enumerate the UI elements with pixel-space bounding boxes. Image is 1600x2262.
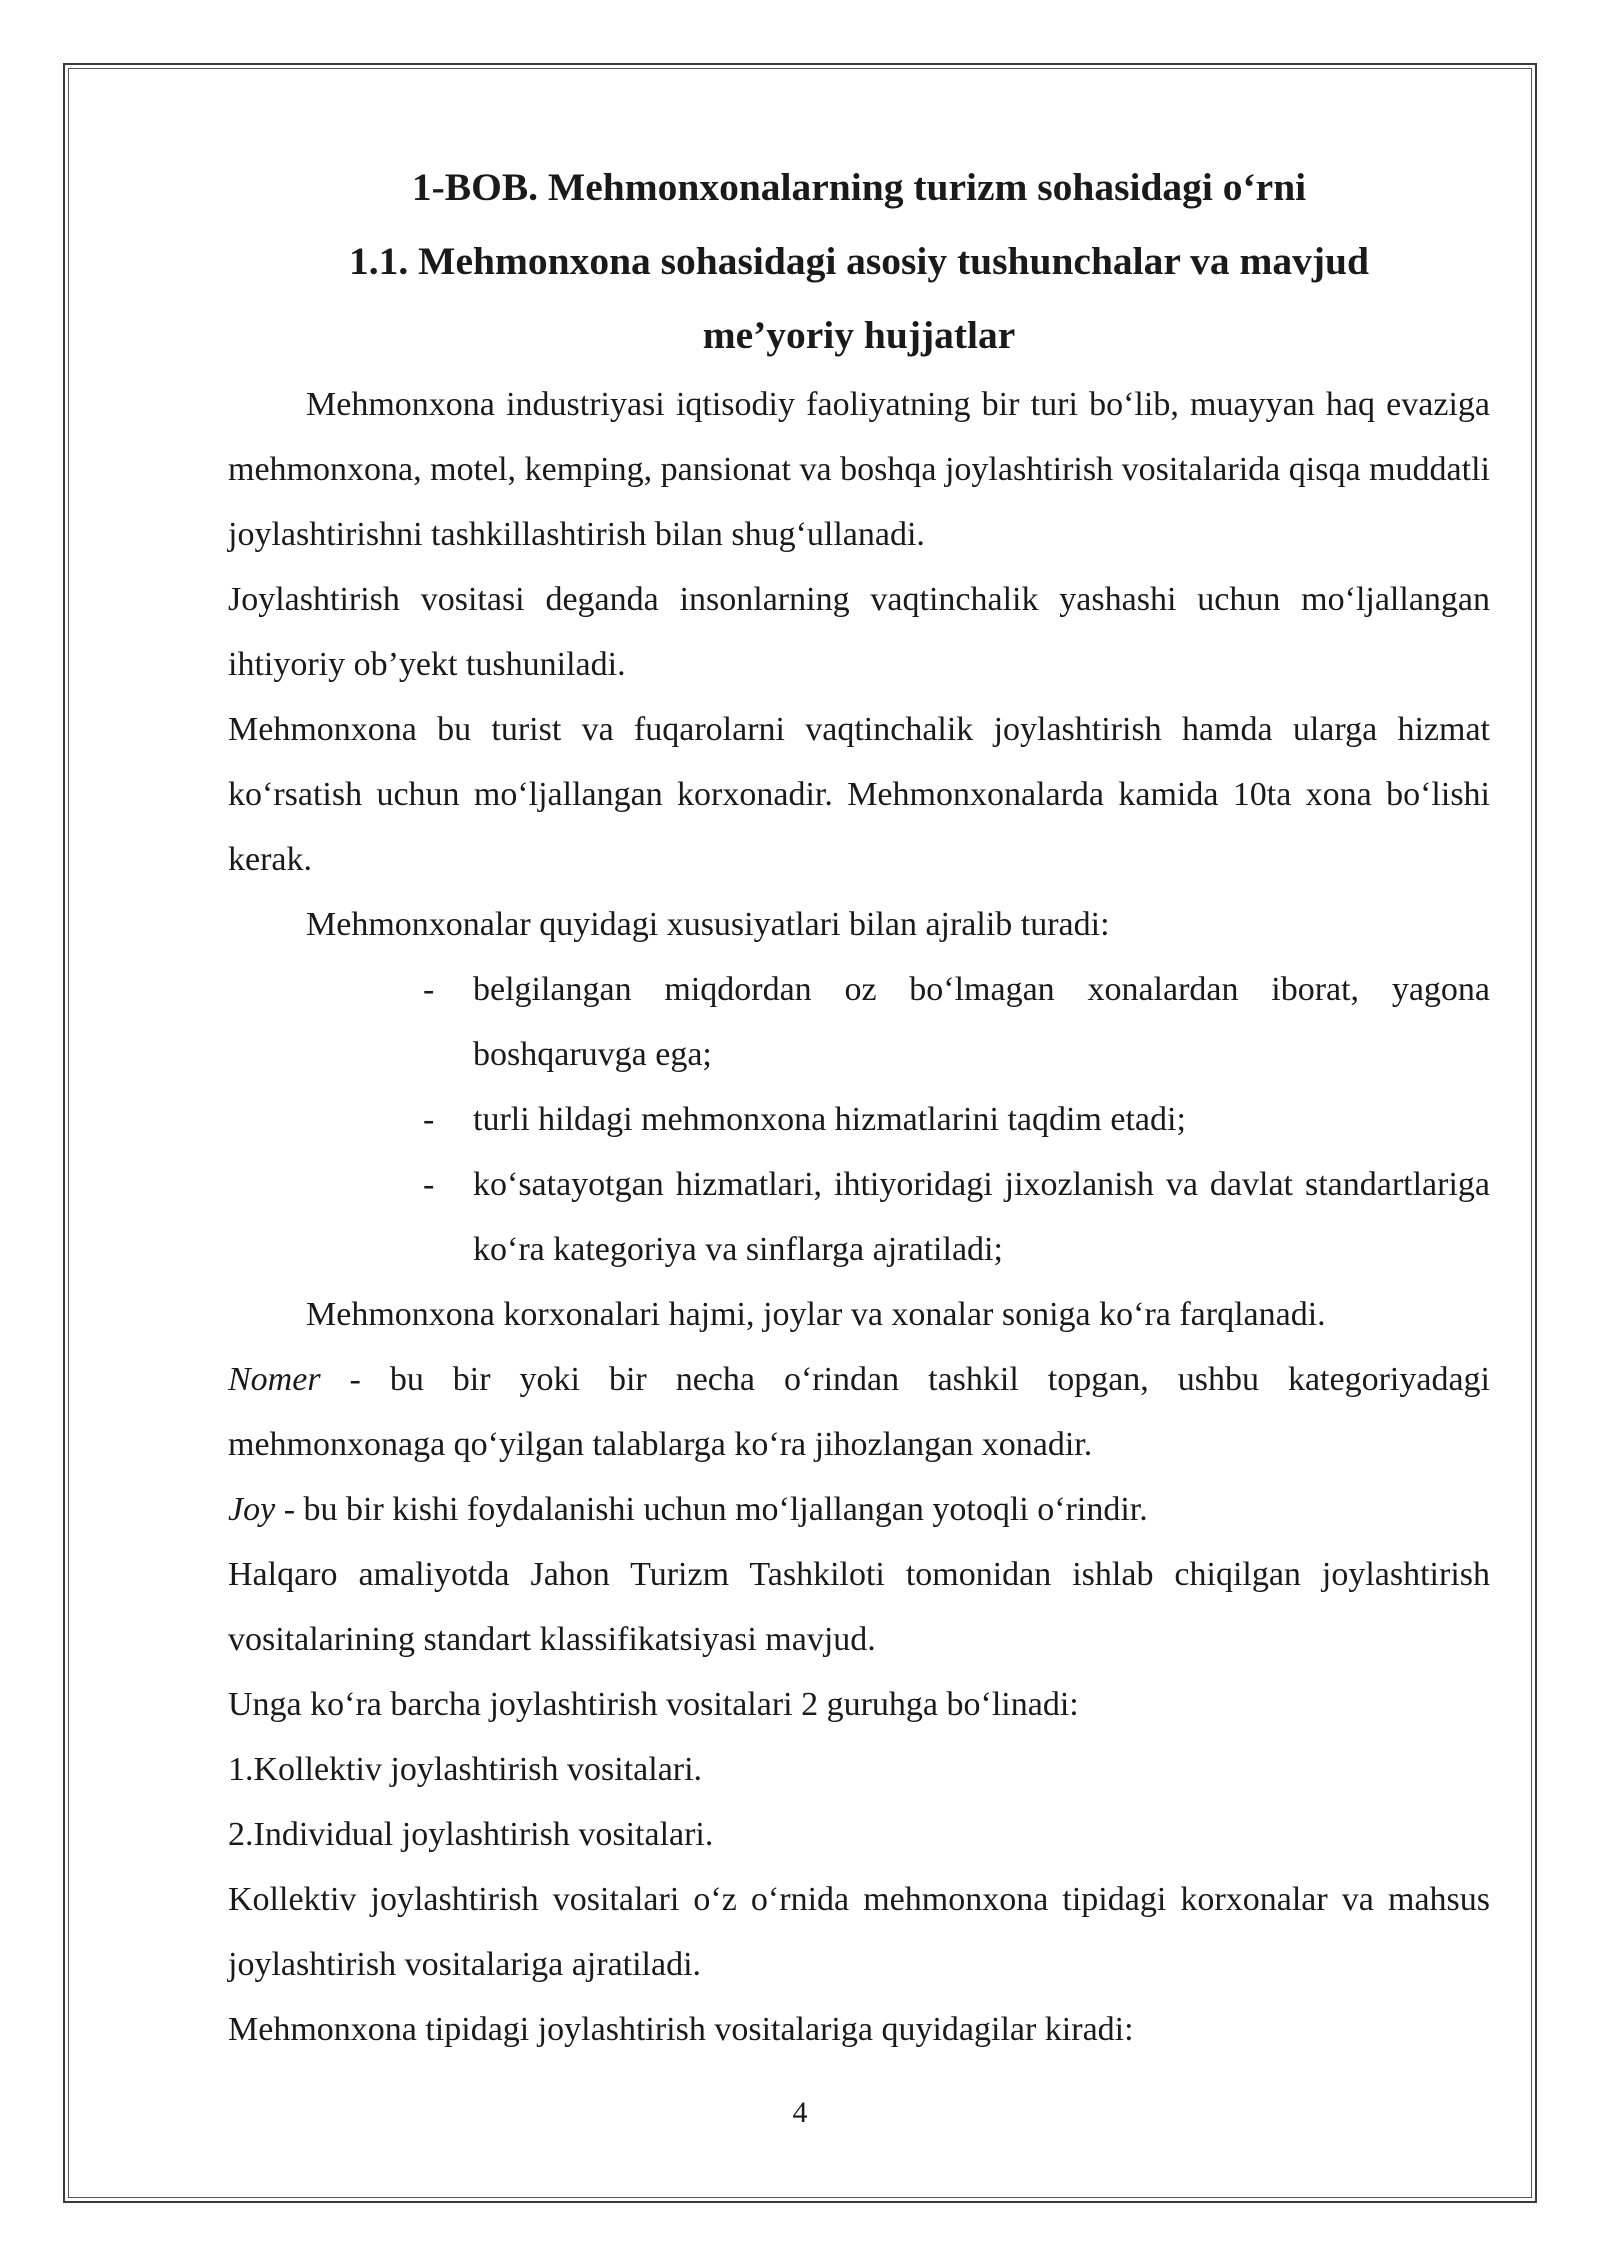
paragraph-international-practice: Halqaro amaliyotda Jahon Turizm Tashkiloti tomonidan ishlab chiqilgan joylashtirish vositalarining standart klassifikatsiyasi mavjud. — [228, 1556, 1490, 1658]
paragraph-group-2: 2.Individual joylashtirish vositalari. — [228, 1816, 714, 1853]
paragraph-industry: Mehmonxona industriyasi iqtisodiy faoliyatning bir turi bo‘lib, muayyan haq evaziga mehmonxona, motel, kemping, pansionat va boshqa joylashtirish vositalarida qisqa muddatli joylashtirishni tashkillashtirish bilan shug‘ullanadi. — [228, 386, 1490, 553]
section-title-line-2: me’yoriy hujjatlar — [702, 313, 1016, 357]
paragraph-size-differences: Mehmonxona korxonalari hajmi, joylar va xonalar soniga ko‘ra farqlanadi. — [306, 1296, 1326, 1333]
list-item-text: belgilangan miqdordan oz bo‘lmagan xonalardan iborat, yagona boshqaruvga ega; — [473, 971, 1490, 1073]
list-dash: - — [423, 1101, 435, 1138]
paragraph-group-1: 1.Kollektiv joylashtirish vositalari. — [228, 1751, 703, 1788]
list-dash: - — [423, 971, 435, 1008]
paragraph-hotel-type-intro: Mehmonxona tipidagi joylashtirish vositalariga quyidagilar kiradi: — [228, 2011, 1134, 2048]
list-dash: - — [423, 1166, 435, 1203]
list-item-text: ko‘satayotgan hizmatlari, ihtiyoridagi jixozlanish va davlat standartlariga ko‘ra kategoriya va sinflarga ajratiladi; — [473, 1166, 1490, 1268]
paragraph-accommodation-means: Joylashtirish vositasi deganda insonlarning vaqtinchalik yashashi uchun mo‘ljallangan ihtiyoriy ob’yekt tushuniladi. — [228, 581, 1490, 683]
list-item-text: turli hildagi mehmonxona hizmatlarini taqdim etadi; — [473, 1101, 1186, 1138]
paragraph-joy-definition — [228, 1477, 1490, 1542]
features-list — [228, 957, 1490, 1282]
definition-nomer: - bu bir yoki bir necha o‘rindan tashkil topgan, ushbu kategoriyadagi mehmonxonaga qo‘yilgan talablarga ko‘ra jihozlangan xonadir. — [228, 1361, 1490, 1463]
document-body — [228, 150, 1490, 2062]
paragraph-collective-means: Kollektiv joylashtirish vositalari o‘z o‘rnida mehmonxona tipidagi korxonalar va mahsus joylashtirish vositalariga ajratiladi. — [228, 1881, 1490, 1983]
paragraph-features-intro: Mehmonxonalar quyidagi xususiyatlari bilan ajralib turadi: — [306, 906, 1110, 943]
definition-joy: - bu bir kishi foydalanishi uchun mo‘ljallangan yotoqli o‘rindir. — [275, 1491, 1148, 1528]
term-joy: Joy — [228, 1491, 276, 1528]
list-item — [228, 1152, 1490, 1282]
section-title-line-1: 1.1. Mehmonxona sohasidagi asosiy tushunchalar va mavjud — [349, 239, 1369, 283]
page-number: 4 — [792, 2096, 808, 2129]
chapter-title: 1-BOB. Mehmonxonalarning turizm sohasidagi o‘rni — [411, 165, 1307, 209]
paragraph-two-groups: Unga ko‘ra barcha joylashtirish vositalari 2 guruhga bo‘linadi: — [228, 1686, 1079, 1723]
paragraph-nomer-definition — [228, 1347, 1490, 1477]
list-item — [228, 957, 1490, 1087]
paragraph-hotel-definition: Mehmonxona bu turist va fuqarolarni vaqtinchalik joylashtirish hamda ularga hizmat ko‘rsatish uchun mo‘ljallangan korxonadir. Mehmonxonalarda kamida 10ta xona bo‘lishi kerak. — [228, 711, 1490, 878]
term-nomer: Nomer — [228, 1361, 321, 1398]
list-item — [228, 1087, 1490, 1152]
